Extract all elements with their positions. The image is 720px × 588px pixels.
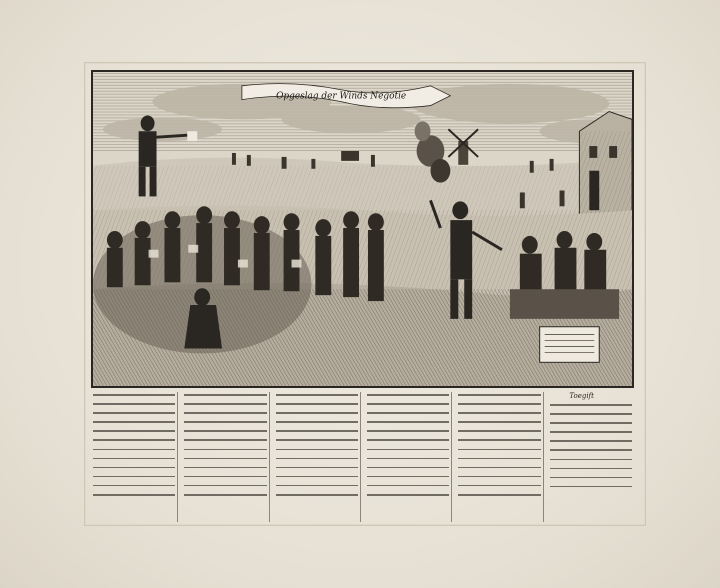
verse-column-4 [365,392,452,522]
engraving-scene [93,72,632,386]
print-title: Opgeslag der Winds Negotie [276,91,407,102]
verse-column-2 [182,392,269,522]
closing-verse-heading: Toegift [569,392,594,400]
verse-column-5 [456,392,543,522]
house-icon [579,111,632,220]
verse-columns [91,392,634,522]
verse-column-1 [91,392,178,522]
verse-column-3 [274,392,361,522]
verse-column-6 [548,392,634,522]
engraving-image [91,70,634,388]
